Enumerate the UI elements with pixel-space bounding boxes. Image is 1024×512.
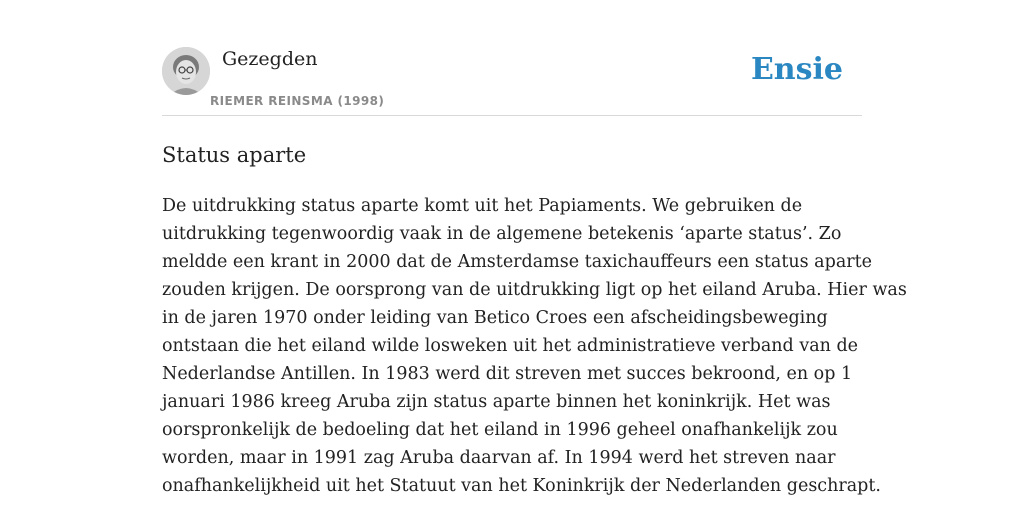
entry-body	[162, 192, 907, 500]
author-avatar[interactable]	[162, 47, 210, 95]
body-line: januari 1986 kreeg Aruba zijn status aparte binnen het koninkrijk. Het was	[162, 392, 831, 412]
body-line: worden, maar in 1991 zag Aruba daarvan af. In 1994 werd het streven naar	[162, 448, 836, 468]
body-line: in de jaren 1970 onder leiding van Betico Croes een afscheidingsbeweging	[162, 308, 828, 328]
author-name: RIEMER REINSMA (1998)	[210, 94, 385, 108]
body-line: De uitdrukking status aparte komt uit het Papiaments. We gebruiken de	[162, 196, 803, 216]
entry-title: Status aparte	[162, 143, 307, 167]
ensie-logo[interactable]: Ensie	[750, 52, 843, 87]
body-line: zouden krijgen. De oorsprong van de uitdrukking ligt op het eiland Aruba. Hier was	[162, 280, 907, 300]
body-line: uitdrukking tegenwoordig vaak in de algemene betekenis ‘aparte status’. Zo	[162, 224, 842, 244]
body-line: oorspronkelijk de bedoeling dat het eiland in 1996 geheel onafhankelijk zou	[162, 420, 838, 440]
body-line: meldde een krant in 2000 dat de Amsterdamse taxichauffeurs een status aparte	[162, 252, 873, 272]
body-line: onafhankelijkheid uit het Statuut van het Koninkrijk der Nederlanden geschrapt.	[162, 476, 881, 496]
body-line: Nederlandse Antillen. In 1983 werd dit streven met succes bekroond, en op 1	[162, 364, 853, 384]
author-portrait-icon	[162, 47, 210, 95]
body-line: ontstaan die het eiland wilde losweken uit het administratieve verband van de	[162, 336, 859, 356]
book-title-link[interactable]: Gezegden	[222, 48, 318, 70]
header	[162, 46, 862, 116]
